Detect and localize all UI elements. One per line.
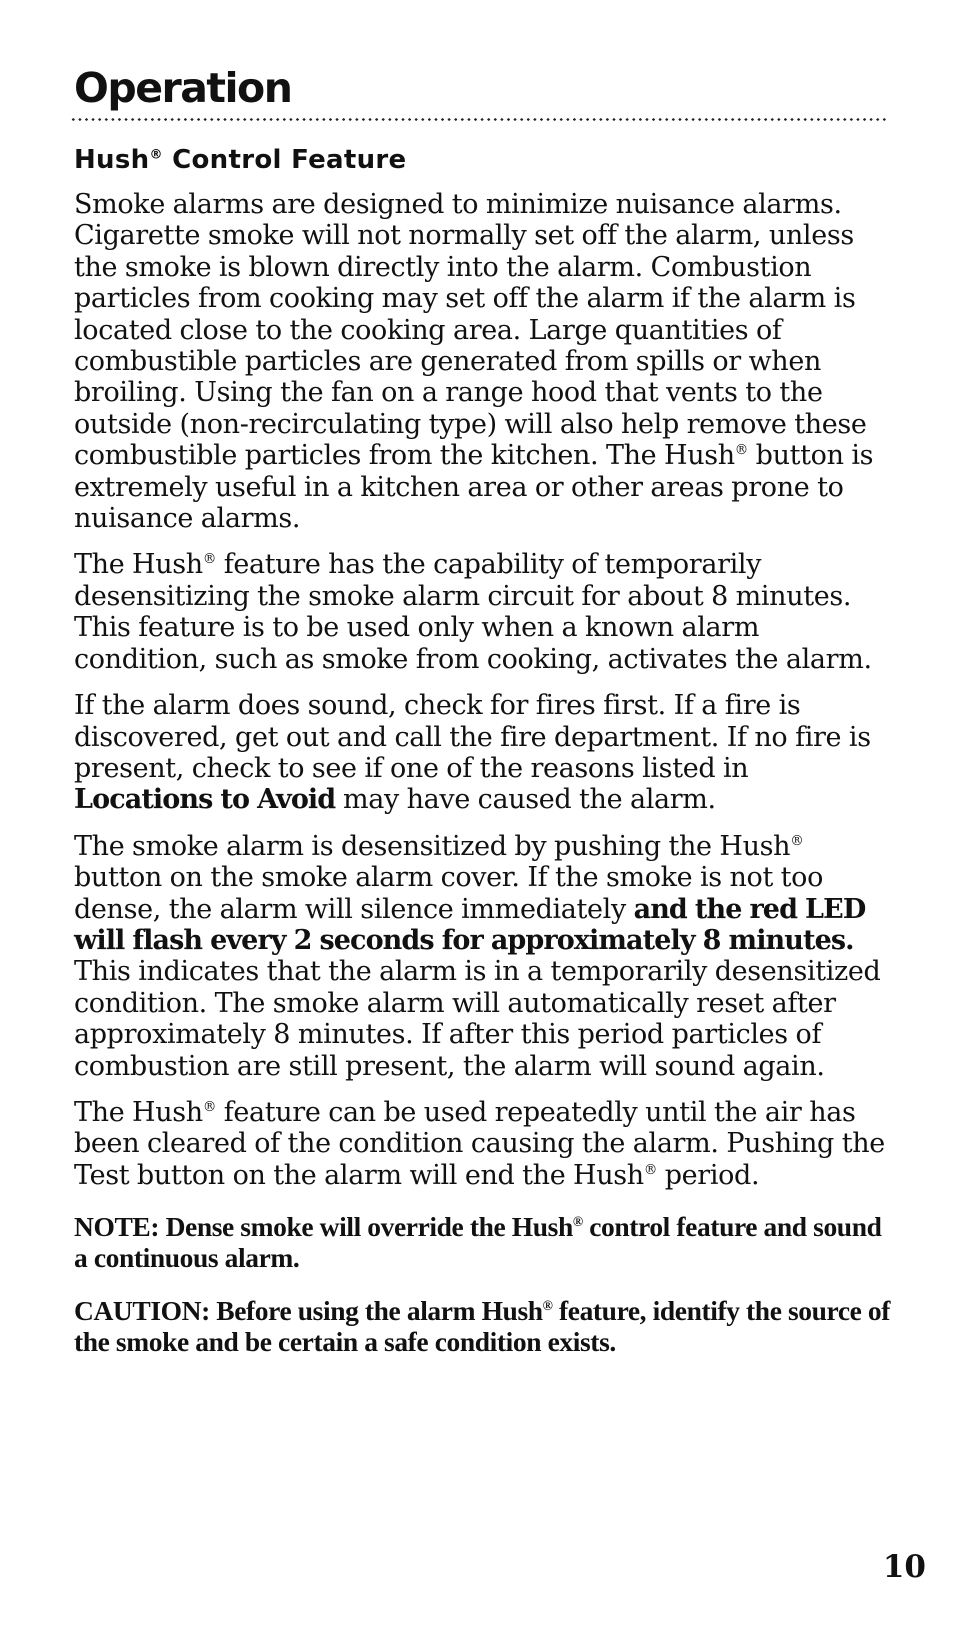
paragraph-text: If the alarm does sound, check for fires first. If a fire is discovered, get out and call the fire department. If no fire is present, check to see if one of the reasons listed in bbox=[74, 690, 871, 784]
registered-mark: ® bbox=[572, 1214, 583, 1230]
paragraph-text: The Hush bbox=[74, 1096, 203, 1128]
paragraph-5 bbox=[74, 1097, 892, 1191]
section-heading bbox=[74, 143, 892, 177]
paragraph-text: The smoke alarm is desensitized by pushing the Hush bbox=[74, 830, 791, 862]
registered-mark: ® bbox=[790, 832, 804, 849]
registered-mark: ® bbox=[149, 147, 163, 163]
page-number: 10 bbox=[882, 1549, 926, 1585]
paragraph-1 bbox=[74, 189, 892, 534]
caution-text bbox=[74, 1295, 892, 1357]
registered-mark: ® bbox=[202, 551, 216, 568]
registered-mark: ® bbox=[734, 442, 748, 459]
section-heading-text: Hush bbox=[74, 145, 150, 175]
paragraph-text: feature has the capability of temporarily desensitizing the smoke alarm circuit for about 8 minutes. This feature is to be used only when a known alarm condition, such as smoke from cooking, activates the alarm. bbox=[74, 549, 872, 675]
note-part: control feature and sound a continuous alarm. bbox=[74, 1211, 882, 1274]
caution-part: feature, identify the source of the smoke and be certain a safe condition exists. bbox=[74, 1295, 891, 1358]
paragraph-text: period. bbox=[657, 1159, 760, 1191]
led-emphasis: and the red LED will flash every 2 seconds for approximately 8 minutes. bbox=[74, 893, 866, 956]
dotted-divider bbox=[70, 118, 888, 121]
paragraph-4 bbox=[74, 831, 892, 1082]
paragraph-text: may have caused the alarm. bbox=[335, 784, 716, 816]
paragraph-text: feature can be used repeatedly until the air has been cleared of the condition causing the alarm. Pushing the Test button on the alarm will end the Hush bbox=[74, 1096, 885, 1191]
caution-part: CAUTION: Before using the alarm Hush bbox=[74, 1295, 543, 1327]
note-text bbox=[74, 1211, 892, 1273]
section-heading-rest: Control Feature bbox=[162, 145, 407, 175]
manual-page bbox=[74, 58, 892, 1357]
paragraph-text: button is extremely useful in a kitchen area or other areas prone to nuisance alarms. bbox=[74, 440, 874, 535]
paragraph-2 bbox=[74, 549, 892, 675]
paragraph-text: Smoke alarms are designed to minimize nuisance alarms. Cigarette smoke will not normally set off the alarm, unless the smoke is blown directly into the alarm. Combustion particles from cooking may set off the alarm if the alarm is located close to the cooking area. Large quantities of combustible particles are generated from spills or when broiling. Using the fan on a range hood that vents to the outside (non-recirculating type) will also help remove these combustible particles from the kitchen. The Hush bbox=[74, 189, 867, 472]
page-title: Operation bbox=[74, 64, 292, 112]
paragraph-text: The Hush bbox=[74, 549, 203, 581]
note-part: NOTE: Dense smoke will override the Hush bbox=[74, 1211, 573, 1243]
registered-mark: ® bbox=[643, 1161, 657, 1178]
registered-mark: ® bbox=[202, 1098, 216, 1115]
paragraph-text: This indicates that the alarm is in a temporarily desensitized condition. The smoke alarm will automatically reset after approximately 8 minutes. If after this period particles of combustion are still present, the alarm will sound again. bbox=[74, 956, 881, 1082]
paragraph-text: button on the smoke alarm cover. If the smoke is not too dense, the alarm will silence immediately bbox=[74, 862, 823, 925]
paragraph-3 bbox=[74, 690, 892, 816]
registered-mark: ® bbox=[542, 1298, 553, 1314]
locations-reference: Locations to Avoid bbox=[74, 784, 336, 816]
